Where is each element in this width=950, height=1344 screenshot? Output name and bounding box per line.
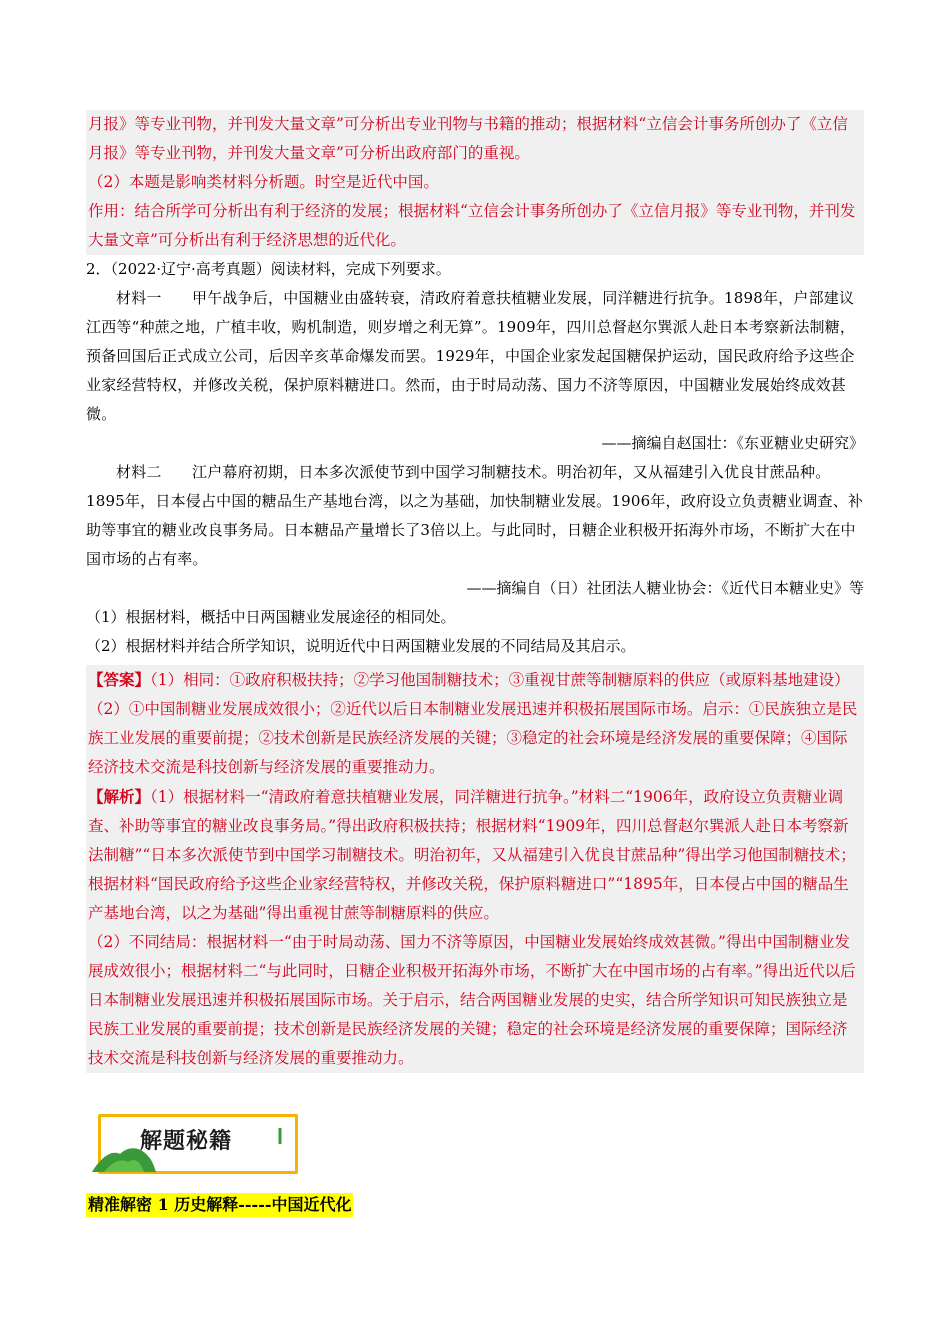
material-two-text: 材料二 江户幕府初期，日本多次派使节到中国学习制糖技术。明治初年，又从福建引入优良甘蔗品种。1895年，日本侵占中国的糖品生产基地台湾，以之为基础，加快制糖业发展。1906年，政府设立负责糖业调查、补助等事宜的糖业改良事务局。日本糖品产量增长了3倍以上。与此同时，日糖企业积极开拓海外市场，不断扩大在中国市场的占有率。 [86, 463, 864, 568]
answer-cont-line1: 月报》等专业刊物，并刊发大量文章”可分析出专业刊物与书籍的推动；根据材料“立信会计事务所创办了《立信月报》等专业刊物，并刊发大量文章”可分析出政府部门的重视。 [88, 115, 848, 162]
document-page [86, 110, 864, 1073]
answer-text-2: （2）①中国制糖业发展成效很小；②近代以后日本制糖业发展迅速并积极拓展国际市场。启示：①民族独立是民族工业发展的重要前提；②技术创新是民族经济发展的关键；③稳定的社会环境是经济发展的重要保障；④国际经济技术交流是科技创新与经济发展的重要推动力。 [88, 700, 858, 776]
answer-line-1 [88, 665, 862, 695]
answer-cont-line2: （2）本题是影响类材料分析题。时空是近代中国。 [88, 173, 439, 191]
answer-label: 【答案】 [88, 670, 151, 689]
material-one-text: 材料一 甲午战争后，中国糖业由盛转衰，清政府着意扶植糖业发展，同洋糖进行抗争。1898年，户部建议江西等“种蔗之地，广植丰收，购机制造，则岁增之利无算”。1909年，四川总督赵尔巽派人赴日本考察新法制糖，预备回国后正式成立公司，后因辛亥革命爆发而罢。1929年，中国企业家发起国糖保护运动，国民政府给予这些企业家经营特权，并修改关税，保护原料糖进口。然而，由于时局动荡、国力不济等原因，中国糖业发展始终成效甚微。 [86, 289, 856, 423]
answer-text-1: （1）相同：①政府积极扶持；②学习他国制糖技术；③重视甘蔗等制糖原料的供应（或原料基地建设） [150, 671, 850, 689]
material-two-source: ——摘编自（日）社团法人糖业协会：《近代日本糖业史》等 [466, 579, 864, 597]
banner-title: 解题秘籍 [140, 1129, 233, 1154]
material-one [86, 284, 864, 429]
section-heading: 精准解密 1 历史解释-----中国近代化 [86, 1193, 353, 1217]
analysis-label: 【解析】 [88, 787, 151, 806]
sub-question-2: （2）根据材料并结合所学知识，说明近代中日两国糖业发展的不同结局及其启示。 [86, 637, 636, 655]
analysis-line-1 [88, 782, 862, 928]
analysis-text-1: （1）根据材料一“清政府着意扶植糖业发展，同洋糖进行抗争。”材料二“1906年，政府设立负责糖业调查、补助等事宜的糖业改良事务局。”得出政府积极扶持；根据材料“1909年，四川总督赵尔巽派人赴日本考察新法制糖”“日本多次派使节到中国学习制糖技术。明治初年，又从福建引入优良甘蔗品种”得出学习他国制糖技术；根据材料“国民政府给予这些企业家经营特权，并修改关税，保护原料糖进口”“1895年，日本侵占中国的糖品生产基地台湾，以之为基础”得出重视甘蔗等制糖原料的供应。 [88, 788, 856, 922]
tips-banner [90, 1110, 300, 1174]
material-one-source: ——摘编自赵国壮：《东亚糖业史研究》 [601, 434, 864, 452]
sub-question-1: （1）根据材料，概括中日两国糖业发展途径的相同处。 [86, 608, 456, 626]
answer-cont-line3: 作用：结合所学可分析出有利于经济的发展；根据材料“立信会计事务所创办了《立信月报》等专业刊物，并刊发大量文章”可分析出有利于经济思想的近代化。 [88, 202, 856, 249]
answer-block [86, 665, 864, 1073]
analysis-text-2: （2）不同结局：根据材料一“由于时局动荡、国力不济等原因，中国糖业发展始终成效甚微。”得出中国制糖业发展成效很小；根据材料二“与此同时，日糖企业积极开拓海外市场，不断扩大在中国市场的占有率。”得出近代以后日本制糖业发展迅速并积极拓展国际市场。关于启示，结合两国糖业发展的史实，结合所学知识可知民族独立是民族工业发展的重要前提；技术创新是民族经济发展的关键；稳定的社会环境是经济发展的重要保障；国际经济技术交流是科技创新与经济发展的重要推动力。 [88, 933, 856, 1067]
answer-block-continued [86, 110, 864, 255]
material-two [86, 458, 864, 574]
question-stem: 2．（2022·辽宁·高考真题）阅读材料，完成下列要求。 [86, 260, 451, 278]
